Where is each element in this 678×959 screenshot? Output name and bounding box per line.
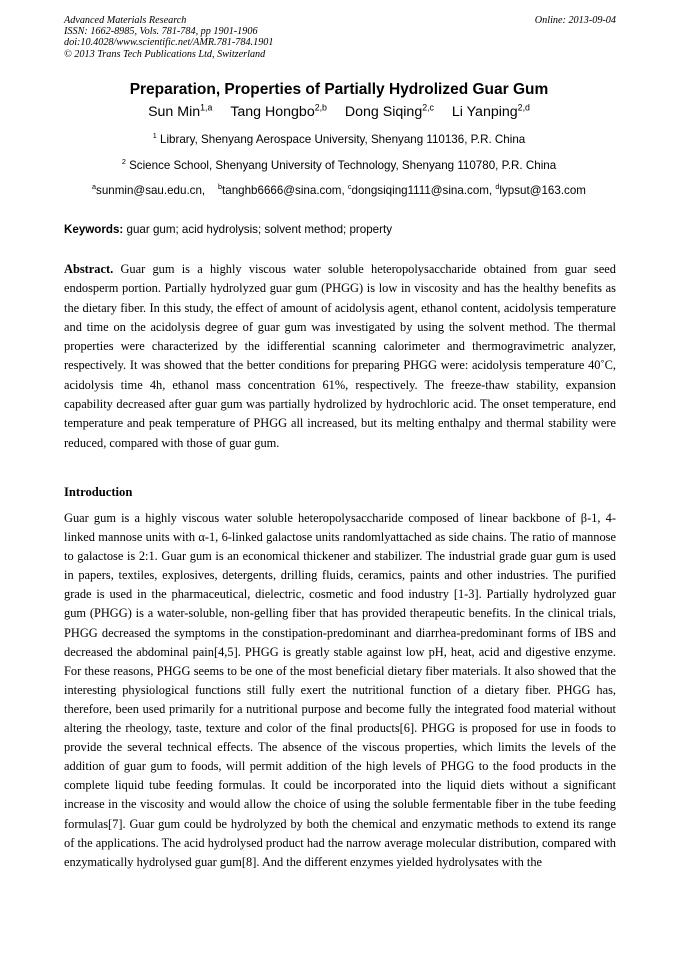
paper-title: Preparation, Properties of Partially Hydrolized Guar Gum <box>129 81 549 98</box>
issn-line: ISSN: 1662-8985, Vols. 781-784, pp 1901-1906 <box>64 26 258 38</box>
affiliation-superscript: 2 <box>121 157 126 167</box>
author <box>148 104 212 120</box>
keywords <box>64 223 616 236</box>
abstract-text: Guar gum is a highly viscous water soluble heteropolysaccharide obtained from guar seed endosperm portion. Partially hydrolyzed guar gum (PHGG) is low in viscosity and has the healthy benefits as the dietary fiber. In this study, the effect of amount of acidolysis agent, ethanol content, acidolysis temperature and time on the acidolysis degree of guar gum was investigated by using the solvent method. The thermal properties were characterized by the idifferential scanning calorimeter and thermogravimetric analyzer, respectively. It was showed that the better conditions for preparing PHGG were: acidolysis temperature 40˚C, acidolysis time 4h, ethanol mass concentration 61%, respectively. The freeze-thaw stability, expansion capability decreased after guar gum was partially hydrolized by hydrochloric acid. The onset temperature, end temperature and peak temperature of PHGG all increased, but its melting enthalpy and thermal stability were reduced, compared with those of guar gum. <box>64 262 616 450</box>
email-link[interactable]: tanghb6666@sina.com, <box>222 184 345 197</box>
author <box>452 104 530 120</box>
affiliation-text: Library, Shenyang Aerospace University, Shenyang 110136, P.R. China <box>160 133 526 146</box>
email-link[interactable]: sunmin@sau.edu.cn, <box>96 184 206 197</box>
author-name: Li Yanping <box>451 104 518 120</box>
journal-name: Advanced Materials Research <box>64 15 187 26</box>
copyright-line: © 2013 Trans Tech Publications Ltd, Switzerland <box>64 48 266 60</box>
email-superscript: d <box>495 182 500 192</box>
author-list <box>0 104 678 120</box>
email-superscript: a <box>92 182 97 192</box>
doi-line: doi:10.4028/www.scientific.net/AMR.781-784.1901 <box>64 37 274 49</box>
affiliation-text: Science School, Shenyang University of Technology, Shenyang 110780, P.R. China <box>129 159 557 172</box>
author-name: Sun Min <box>148 104 201 120</box>
email-link[interactable]: dongsiqing1111@sina.com, <box>351 184 493 197</box>
affiliation-1 <box>0 133 678 146</box>
introduction-body: Guar gum is a highly viscous water soluble heteropolysaccharide composed of linear backbone of β-1, 4-linked mannose units with α-1, 6-linked galactose units randomlyattached as side chains. The ratio of mannose to galactose is 2:1. Guar gum is an economical thickener and stabilizer. The industrial grade guar gum is used in papers, textiles, explosives, detergents, drilling fluids, ceramics, paints and other industries. The purified grade is used in the pharmaceutical, dielectric, cosmetic and food industry [1-3]. Partially hydrolyzed guar gum (PHGG) is a water-soluble, non-gelling fiber that has provided therapeutic benefits. In the clinical trials, PHGG decreased the symptoms in the constipation-predominant and diarrhea-predominant forms of IBS and decreased the abdominal pain[4,5]. PHGG is greatly stable against low pH, heat, acid and digestive enzyme. For these reasons, PHGG seems to be one of the most beneficial dietary fiber materials. It also showed that the interesting physiological functions still fully exert the nutritional function of a dietary fiber. PHGG has, therefore, been used primarily for a nutritional purpose and become fully the integrated food material without altering the rheology, taste, texture and color of the final products[6]. PHGG is proposed for use in foods to provide the several technical effects. The absence of the viscous properties, which limits the levels of the addition of guar gum to foods, will permit addition of the high levels of PHGG to the food products in the complete liquid tube feeding formulas. It could be incorporated into the liquid diets without a significant increase in the viscosity and would allow the choice of using the soluble fermentable fiber in the tube feeding formulas[7]. Guar gum could be hydrolyzed by both the chemical and enzymatic methods to extend its range of the applications. The acid hydrolysed product had the narrow average molecular distribution, compared with enzymatically hydrolysed guar gum[8]. And the different enzymes yielded hydrolysates with the <box>64 511 616 869</box>
online-date: Online: 2013-09-04 <box>534 15 616 26</box>
author-superscript: 1,a <box>200 102 213 113</box>
author-superscript: 2,c <box>422 102 434 113</box>
keywords-label: Keywords: <box>64 223 124 236</box>
author <box>345 104 434 120</box>
journal-header <box>64 15 616 60</box>
abstract-label: Abstract. <box>64 262 114 276</box>
email-superscript: c <box>347 182 352 192</box>
author-name: Dong Siqing <box>344 104 423 120</box>
author-superscript: 2,b <box>314 102 327 113</box>
section-heading-introduction: Introduction <box>64 485 133 499</box>
author-superscript: 2,d <box>517 102 530 113</box>
author-name: Tang Hongbo <box>230 104 315 120</box>
email-link[interactable]: lypsut@163.com <box>499 184 586 197</box>
affiliation-2 <box>0 159 678 172</box>
abstract <box>64 260 616 453</box>
author <box>230 104 327 120</box>
email-superscript: b <box>218 182 223 192</box>
affiliation-superscript: 1 <box>152 131 157 141</box>
keywords-text: guar gum; acid hydrolysis; solvent method; property <box>126 223 393 236</box>
email-list <box>0 184 678 197</box>
